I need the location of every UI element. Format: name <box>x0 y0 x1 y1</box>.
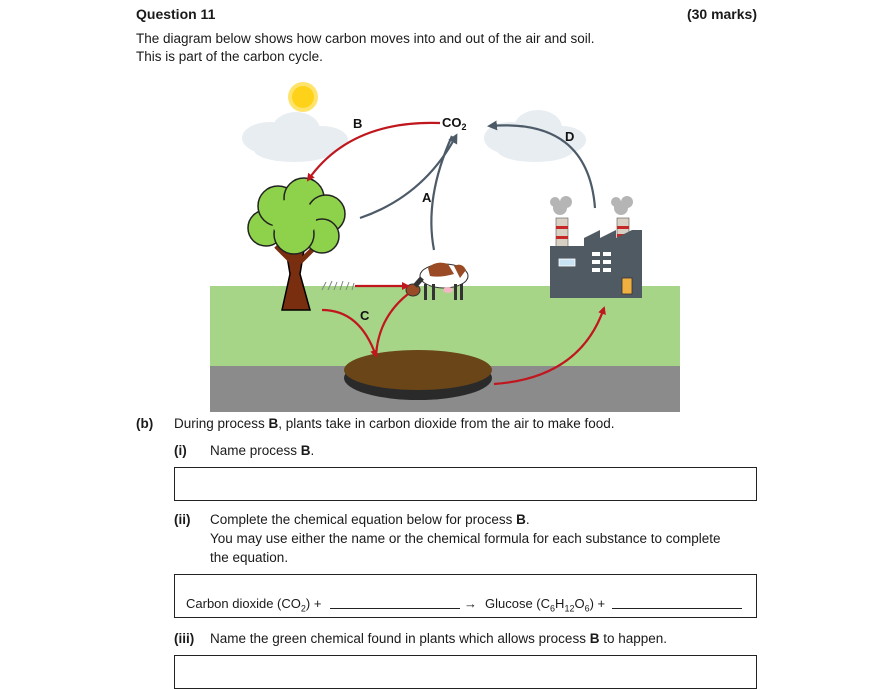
intro-line-2: This is part of the carbon cycle. <box>136 49 323 64</box>
question-marks: (30 marks) <box>686 6 757 22</box>
clouds <box>242 110 586 162</box>
part-i-label: (i) <box>174 443 187 458</box>
part-ii-text-line-3: the equation. <box>210 550 289 565</box>
label-c: C <box>360 308 370 323</box>
answer-box-iii[interactable] <box>174 655 757 689</box>
part-ii-text-line-2: You may use either the name or the chemical formula for each substance to complete <box>210 531 721 546</box>
answer-box-i[interactable] <box>174 467 757 501</box>
part-iii-label: (iii) <box>174 631 195 646</box>
arrow-cow-respiration <box>431 136 452 250</box>
carbon-cycle-diagram <box>210 78 680 412</box>
intro-line-1: The diagram below shows how carbon moves into and out of the air and soil. <box>136 31 595 46</box>
factory-icon <box>550 196 642 298</box>
sun-icon <box>288 82 318 112</box>
arrow-a-tree-respiration <box>360 136 456 218</box>
part-ii-label: (ii) <box>174 512 191 527</box>
label-b: B <box>353 116 363 131</box>
equation-product: Glucose $(C_6H_{12}O_6)$ + <box>485 596 606 614</box>
co2-label: $CO_2$ <box>442 115 467 132</box>
part-i-text: Name process B. <box>210 443 315 458</box>
part-b-text: During process B, plants take in carbon dioxide from the air to make food. <box>174 416 615 431</box>
question-title: Question 11 <box>136 6 216 22</box>
label-a: A <box>422 190 432 205</box>
equation-blank-reactant[interactable] <box>330 608 460 609</box>
part-iii-text: Name the green chemical found in plants which allows process B to happen. <box>210 631 668 646</box>
soil-pit <box>344 350 492 400</box>
equation-blank-product[interactable] <box>612 608 742 609</box>
equation-arrow: → <box>464 596 477 611</box>
equation-reactant: Carbon dioxide $(CO_2)$ + <box>186 596 322 614</box>
label-d: D <box>565 129 575 144</box>
part-ii-text-line-1: Complete the chemical equation below for process B. <box>210 512 530 527</box>
part-b-label: (b) <box>136 416 154 431</box>
